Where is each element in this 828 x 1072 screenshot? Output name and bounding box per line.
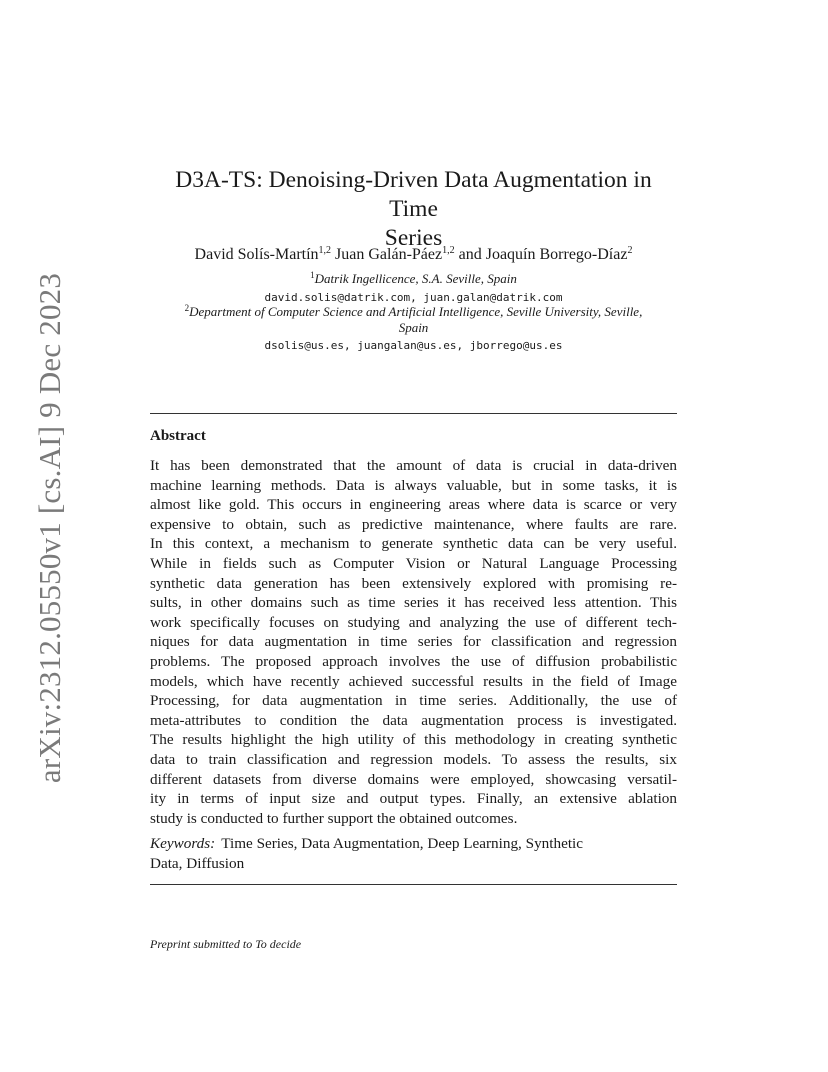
abstract-line: The results highlight the high utility of this methodology in creating synthetic (150, 731, 677, 749)
abstract-line: niques for data augmentation in time series for classification and regression (150, 633, 677, 651)
keywords-text: Time Series, Data Augmentation, Deep Learning, Synthetic (221, 835, 584, 852)
abstract-heading: Abstract (150, 428, 206, 444)
abstract-line: different datasets from diverse domains were employed, showcasing versatil- (150, 770, 677, 788)
abstract-line: data to train classification and regression models. To assess the results, six (150, 750, 677, 768)
paper-title (150, 166, 677, 253)
arxiv-identifier[interactable]: arXiv:2312.05550v1 [cs.AI] 9 Dec 2023 (32, 272, 67, 784)
affiliation-text: Department of Computer Science and Artificial Intelligence, Seville University, Seville, (189, 304, 643, 319)
keywords-line-1 (150, 834, 677, 854)
abstract-line: work specifically focuses on studying and analyzing the use of different tech- (150, 613, 677, 631)
author-connector: and (458, 246, 482, 263)
abstract-body (150, 456, 677, 828)
abstract-line: While in fields such as Computer Vision or Natural Language Processing (150, 554, 677, 572)
preprint-note: Preprint submitted to To decide (150, 937, 302, 951)
top-divider (150, 413, 677, 414)
keywords-label: Keywords: (150, 835, 216, 852)
abstract-line: expensive to obtain, such as predictive maintenance, where faults are rare. (150, 515, 677, 533)
abstract-line: almost like gold. This occurs in engineering areas where data is scarce or very (150, 496, 677, 514)
title-line-1: D3A-TS: Denoising-Driven Data Augmentation in Time (175, 167, 652, 222)
affiliation-1 (150, 271, 677, 287)
keywords-line-2: Data, Diffusion (150, 854, 245, 872)
abstract-line: meta-attributes to condition the data augmentation process is investigated. (150, 711, 677, 729)
abstract-line: In this context, a mechanism to generate synthetic data can be very useful. (150, 535, 677, 553)
author-affiliation-mark: 1,2 (442, 245, 455, 256)
abstract-line: Processing, for data augmentation in time series. Additionally, the use of (150, 692, 677, 710)
affiliation-mark: 2 (184, 303, 190, 313)
affiliation-1-emails[interactable]: david.solis@datrik.com, juan.galan@datrik.com (264, 291, 563, 304)
affiliation-2-emails[interactable]: dsolis@us.es, juangalan@us.es, jborrego@us.es (264, 339, 563, 352)
abstract-line: sults, in other domains such as time series it has received less attention. This (150, 594, 677, 612)
affiliation-2-continued: Spain (398, 320, 429, 335)
abstract-line: problems. The proposed approach involves the use of diffusion probabilistic (150, 652, 677, 670)
author-name: David Solís-Martín (194, 246, 319, 263)
keywords-block (150, 834, 677, 873)
affiliation-mark: 1 (310, 270, 315, 280)
abstract-line: models, which have recently achieved successful results in the field of Image (150, 672, 677, 690)
bottom-divider (150, 884, 677, 885)
affiliation-2 (150, 304, 677, 320)
affiliation-text: Datrik Ingellicence, S.A. Seville, Spain (314, 271, 517, 286)
title-line-2: Series (384, 225, 443, 251)
author-list (150, 244, 677, 266)
author-name: Joaquín Borrego-Díaz (485, 246, 628, 263)
author-affiliation-mark: 1,2 (318, 245, 332, 256)
abstract-line: synthetic data generation has been extensively explored with promising re- (150, 574, 677, 592)
abstract-line: machine learning methods. Data is always valuable, but in some tasks, it is (150, 476, 677, 494)
abstract-line: ity in terms of input size and output types. Finally, an extensive ablation (150, 790, 677, 808)
author-affiliation-mark: 2 (627, 245, 633, 256)
abstract-line: It has been demonstrated that the amount of data is crucial in data-driven (150, 457, 677, 474)
author-name: Juan Galán-Páez (335, 246, 443, 263)
abstract-line: study is conducted to further support the obtained outcomes. (150, 809, 518, 827)
